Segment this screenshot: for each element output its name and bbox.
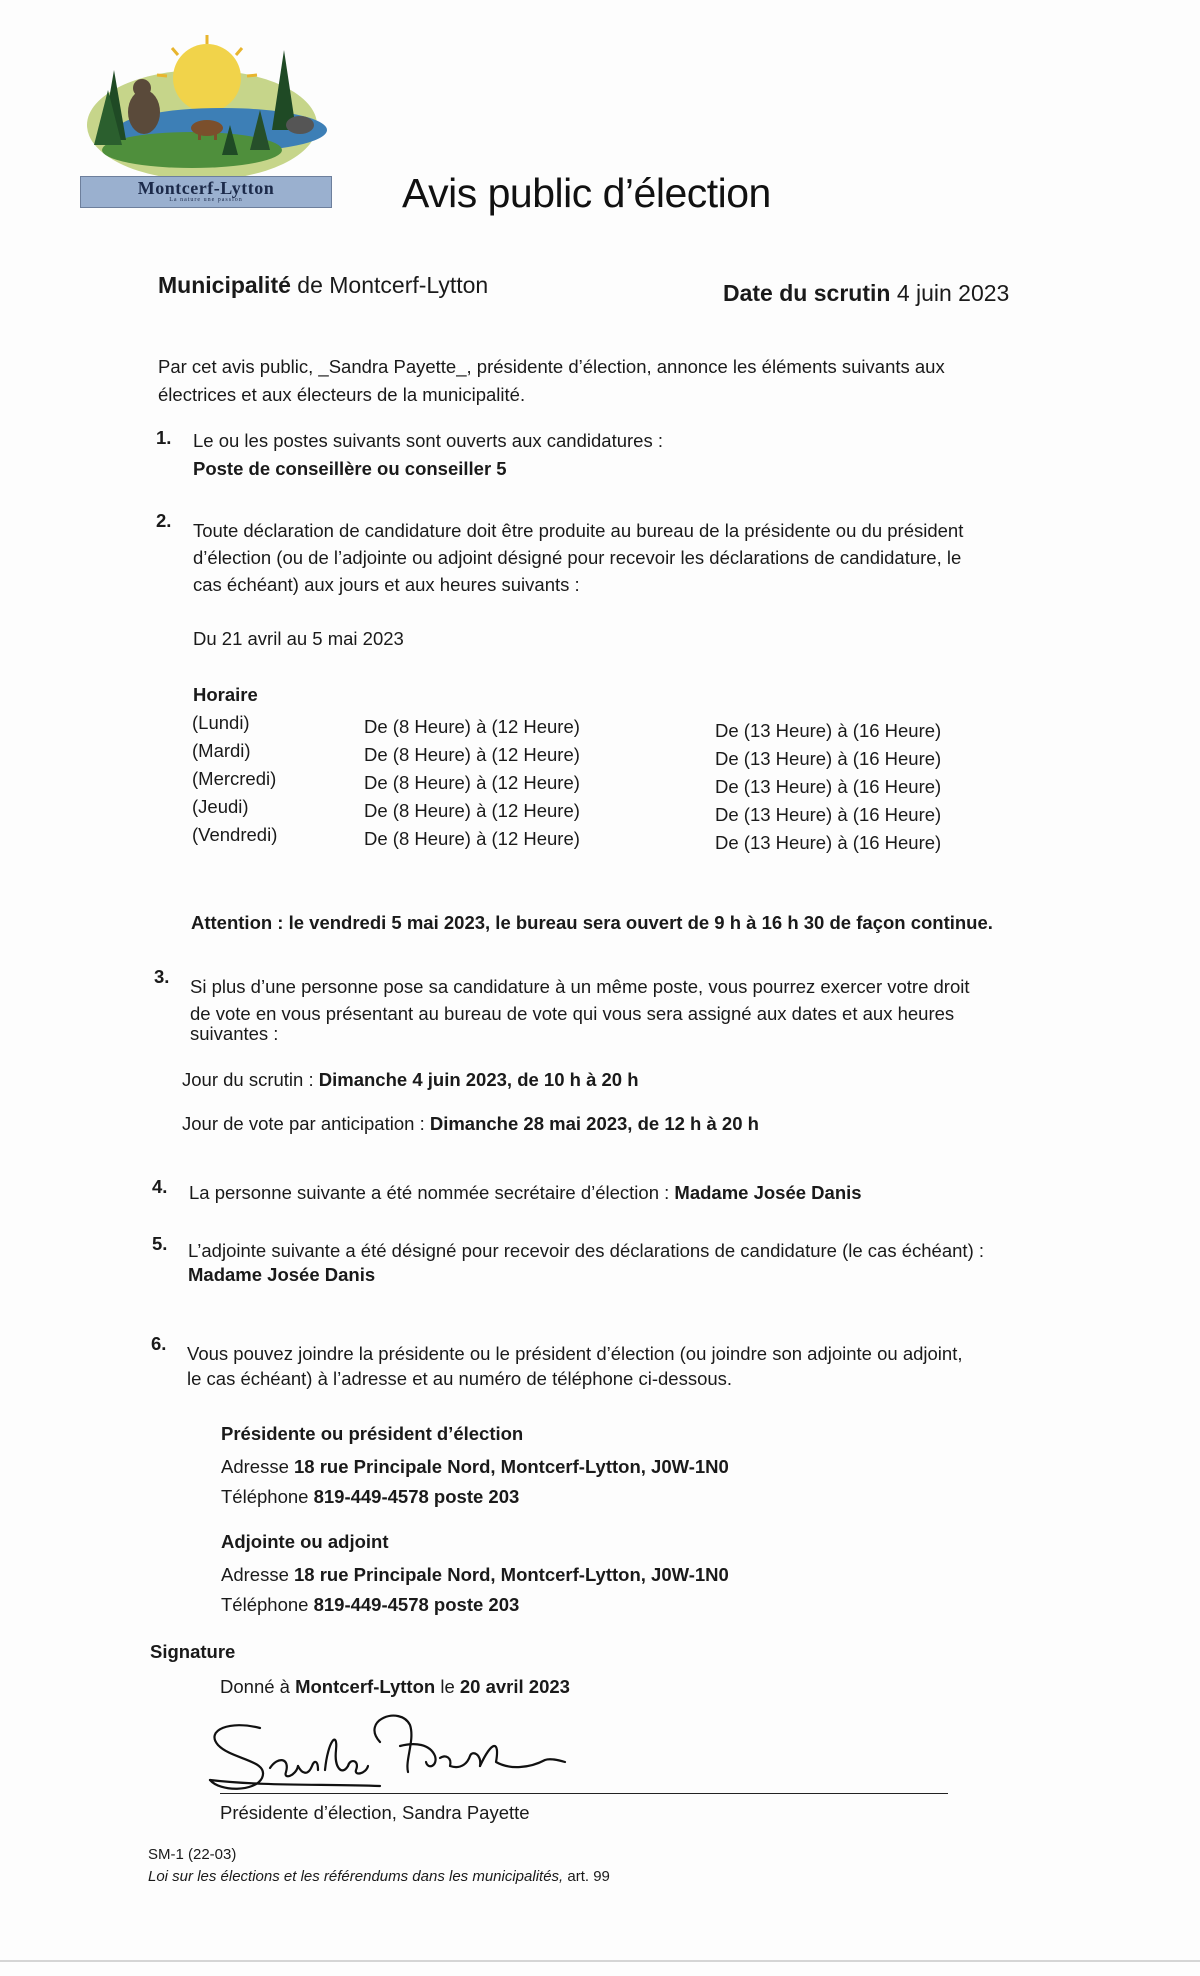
item-6-number: 6. (151, 1333, 167, 1354)
given-date: 20 avril 2023 (459, 1676, 570, 1697)
deputy-address (221, 1564, 729, 1586)
municipality-logo (72, 30, 332, 220)
schedule-title: Horaire (193, 684, 258, 705)
form-code: SM-1 (22-03) (148, 1846, 237, 1863)
schedule-afternoon: De (13 Heure) à (16 Heure) (715, 776, 942, 797)
schedule-afternoon: De (13 Heure) à (16 Heure) (715, 832, 942, 853)
phone-label: Téléphone (221, 1594, 309, 1615)
item-2-line-3: cas échéant) aux jours et aux heures suivants : (193, 574, 580, 595)
advance-vote-line (182, 1113, 759, 1135)
schedule-day: (Mardi) (192, 740, 251, 761)
given-line (220, 1676, 570, 1698)
deputy-name: Madame Josée Danis (188, 1264, 376, 1285)
logo-tagline: La nature une passion (169, 197, 243, 203)
municipality-value: de Montcerf-Lytton (297, 272, 489, 298)
item-4-number: 4. (152, 1176, 168, 1197)
advance-vote-label: Jour de vote par anticipation : (182, 1113, 425, 1134)
item-2-number: 2. (156, 510, 172, 531)
item-4-line (189, 1182, 862, 1204)
schedule-afternoon: De (13 Heure) à (16 Heure) (715, 748, 942, 769)
schedule-day: (Vendredi) (192, 824, 278, 845)
nature-scene-icon (72, 30, 332, 180)
item-1-post: Poste de conseillère ou conseiller 5 (193, 458, 507, 479)
item-3-line-2: de vote en vous présentant au bureau de vote qui vous sera assigné aux dates et aux heures (190, 1003, 955, 1024)
intro-line-1: Par cet avis public, _Sandra Payette_, présidente d’élection, annonce les éléments suivants aux (158, 356, 945, 377)
schedule-morning: De (8 Heure) à (12 Heure) (364, 800, 580, 821)
item-3-line-3: suivantes : (190, 1023, 279, 1044)
address-value: 18 rue Principale Nord, Montcerf-Lytton, J0W-1N0 (294, 1564, 729, 1585)
given-prefix: Donné à (220, 1676, 290, 1697)
deputy-title: Adjointe ou adjoint (221, 1531, 389, 1552)
address-value: 18 rue Principale Nord, Montcerf-Lytton, J0W-1N0 (294, 1456, 729, 1477)
intro-line-2: électrices et aux électeurs de la municipalité. (158, 384, 526, 405)
item-5-text: L’adjointe suivante a été désigné pour recevoir des déclarations de candidature (le cas échéant) : (188, 1240, 985, 1261)
schedule-day: (Jeudi) (192, 796, 249, 817)
vote-day-line (182, 1069, 639, 1091)
schedule-afternoon: De (13 Heure) à (16 Heure) (715, 804, 942, 825)
logo-banner (80, 176, 332, 208)
president-title: Présidente ou président d’élection (221, 1423, 524, 1444)
law-article: art. 99 (567, 1868, 610, 1885)
election-date-value: 4 juin 2023 (896, 280, 1010, 306)
election-date-label: Date du scrutin (723, 280, 891, 306)
given-place: Montcerf-Lytton (295, 1676, 436, 1697)
schedule-morning: De (8 Heure) à (12 Heure) (364, 744, 580, 765)
schedule-morning: De (8 Heure) à (12 Heure) (364, 828, 580, 849)
address-label: Adresse (221, 1456, 289, 1477)
handwritten-signature (200, 1700, 570, 1800)
advance-vote-value: Dimanche 28 mai 2023, de 12 h à 20 h (429, 1113, 759, 1134)
phone-label: Téléphone (221, 1486, 309, 1507)
vote-day-value: Dimanche 4 juin 2023, de 10 h à 20 h (318, 1069, 639, 1090)
address-label: Adresse (221, 1564, 289, 1585)
item-1-text: Le ou les postes suivants sont ouverts aux candidatures : (193, 430, 663, 451)
law-title: Loi sur les élections et les référendums dans les municipalités, (148, 1868, 564, 1885)
page-bottom-rule (0, 1960, 1200, 1962)
page-title: Avis public d’élection (402, 170, 771, 216)
item-6-line-2: le cas échéant) à l’adresse et au numéro de téléphone ci-dessous. (187, 1368, 733, 1389)
signature-caption: Présidente d’élection, Sandra Payette (220, 1802, 530, 1823)
vote-day-label: Jour du scrutin : (182, 1069, 314, 1090)
signature-heading: Signature (150, 1641, 236, 1662)
president-phone (221, 1486, 519, 1508)
signature-line (220, 1793, 948, 1794)
schedule-afternoon: De (13 Heure) à (16 Heure) (715, 720, 942, 741)
secretary-name: Madame Josée Danis (674, 1182, 862, 1203)
schedule-morning: De (8 Heure) à (12 Heure) (364, 772, 580, 793)
phone-value: 819-449-4578 poste 203 (313, 1594, 520, 1615)
president-address (221, 1456, 729, 1478)
item-5-number: 5. (152, 1233, 168, 1254)
item-2-period: Du 21 avril au 5 mai 2023 (193, 628, 404, 649)
item-3-number: 3. (154, 966, 170, 987)
item-2-line-2: d’élection (ou de l’adjointe ou adjoint désigné pour recevoir les déclarations de candidature, le (193, 547, 962, 568)
item-6-line-1: Vous pouvez joindre la présidente ou le président d’élection (ou joindre son adjointe ou adjoint, (187, 1343, 963, 1364)
municipality-line (158, 272, 488, 299)
phone-value: 819-449-4578 poste 203 (313, 1486, 520, 1507)
law-reference (148, 1868, 610, 1885)
deputy-phone (221, 1594, 519, 1616)
given-mid: le (440, 1676, 455, 1697)
item-1-number: 1. (156, 427, 172, 448)
schedule-day: (Lundi) (192, 712, 250, 733)
item-2-line-1: Toute déclaration de candidature doit être produite au bureau de la présidente ou du président (193, 520, 964, 541)
election-date-line (723, 280, 1009, 307)
schedule-day: (Mercredi) (192, 768, 277, 789)
municipality-label: Municipalité (158, 272, 291, 298)
schedule-morning: De (8 Heure) à (12 Heure) (364, 716, 580, 737)
logo-name: Montcerf-Lytton (137, 178, 275, 198)
item-3-line-1: Si plus d’une personne pose sa candidature à un même poste, vous pourrez exercer votre droit (190, 976, 970, 997)
item-4-text: La personne suivante a été nommée secrétaire d’élection : (189, 1182, 670, 1203)
attention-notice: Attention : le vendredi 5 mai 2023, le bureau sera ouvert de 9 h à 16 h 30 de façon continue. (191, 912, 993, 933)
